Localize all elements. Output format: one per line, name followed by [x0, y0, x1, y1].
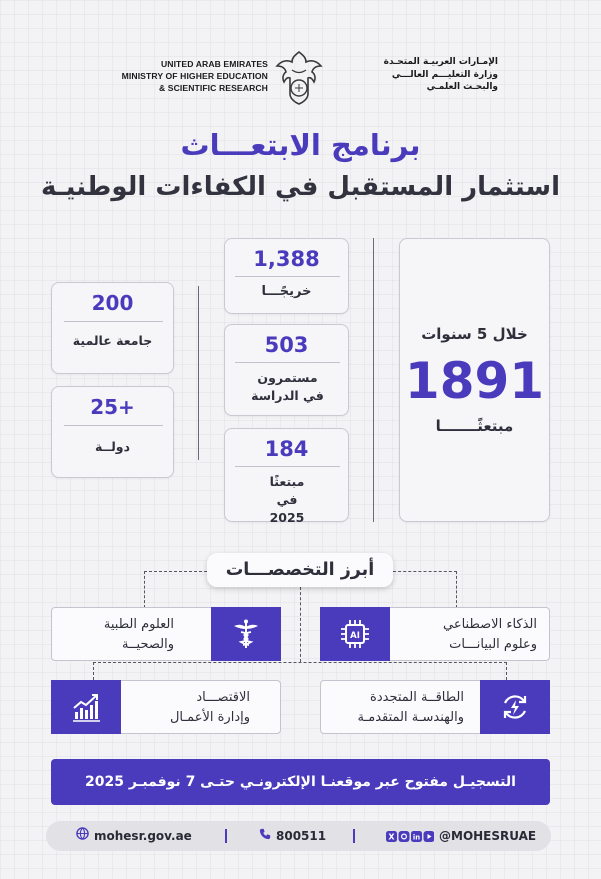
- connector-line: [300, 587, 301, 662]
- svg-text:X: X: [388, 832, 395, 841]
- renewable-energy-icon: [480, 680, 550, 734]
- social-handle[interactable]: [386, 821, 536, 851]
- universities-card: [51, 282, 174, 374]
- en-line-2: MINISTRY OF HIGHER EDUCATION: [121, 71, 268, 81]
- total-scholars-number: 1891: [404, 352, 545, 410]
- website-text: mohesr.gov.ae: [94, 829, 192, 843]
- continuing-students-card: [224, 324, 349, 416]
- scholars-2025-label: مبتعثًا في 2025: [269, 474, 305, 525]
- scholars-2025-number: 184: [264, 437, 309, 461]
- social-handle-text: @MOHESRUAE: [439, 829, 537, 843]
- graduates-number: 1,388: [253, 247, 320, 271]
- universities-label: جامعة عالمية: [72, 333, 153, 348]
- graduates-card: [224, 238, 349, 314]
- social-media-icons: [386, 831, 434, 842]
- card-separator: [235, 276, 340, 277]
- continuing-label: مستمرون في الدراسة: [251, 370, 324, 403]
- specialty-line-1: الطاقــة المتجددة: [370, 690, 464, 705]
- countries-number: 25+: [90, 395, 135, 419]
- uae-emblem-icon: [274, 48, 324, 108]
- en-line-1: UNITED ARAB EMIRATES: [160, 59, 268, 69]
- specialty-line-2: والهندسـة المتقدمـة: [357, 710, 464, 725]
- specialty-medical-health: [51, 607, 281, 661]
- card-separator: [64, 321, 163, 322]
- card-separator: [64, 425, 163, 426]
- connector-line: [393, 571, 457, 608]
- ai-chip-icon: [320, 607, 390, 661]
- caduceus-icon: [211, 607, 281, 661]
- svg-text:in: in: [412, 833, 421, 842]
- specialties-title: أبرز التخصصـــات: [207, 553, 393, 587]
- growth-chart-icon: [51, 680, 121, 734]
- page-title: برنامج الابتعـــاث: [180, 128, 421, 162]
- card-separator: [235, 362, 340, 363]
- phone-contact[interactable]: [259, 821, 326, 851]
- website-link[interactable]: [76, 821, 192, 851]
- specialty-line-2: وإدارة الأعمـال: [169, 710, 250, 725]
- specialty-line-1: العلوم الطبية: [103, 617, 174, 632]
- specialty-line-1: الاقتصـــاد: [196, 690, 250, 705]
- countries-card: [51, 386, 174, 478]
- specialty-ai-data: [320, 607, 550, 661]
- registration-banner: التسجيـل مفتوح عبر موقعنـا الإلكترونـي حتـى 7 نوفمبـر 2025: [51, 759, 550, 805]
- ministry-name-english: [108, 58, 268, 94]
- phone-text: 800511: [276, 829, 327, 843]
- en-line-3: & SCIENTIFIC RESEARCH: [158, 83, 268, 93]
- connector-line: [93, 662, 507, 680]
- specialty-line-1: الذكاء الاصطناعي: [443, 617, 537, 632]
- divider-line: [198, 286, 199, 460]
- ar-line-2: وزارة التعليـــم العالـــي: [391, 69, 498, 80]
- globe-icon: [76, 821, 89, 851]
- scholars-2025-card: [224, 428, 349, 525]
- specialty-line-2: وعلوم البيانـــات: [449, 637, 537, 652]
- card-separator: [235, 466, 340, 467]
- period-label: خلال 5 سنوات: [421, 325, 528, 343]
- scholars-label: مبتعثًـــــــا: [435, 417, 514, 435]
- total-scholars-card: [399, 238, 550, 522]
- footer-divider: [353, 829, 355, 843]
- continuing-number: 503: [264, 333, 309, 357]
- countries-label: دولــة: [94, 439, 130, 454]
- svg-text:AI: AI: [350, 631, 360, 641]
- divider-line: [373, 238, 374, 522]
- specialty-economics-business: [51, 680, 281, 734]
- connector-line: [144, 571, 207, 608]
- graduates-label: خريجًـــا: [261, 284, 312, 299]
- phone-icon: [259, 821, 271, 851]
- page-subtitle: استثمار المستقبل في الكفاءات الوطنيـة: [40, 172, 561, 202]
- specialty-line-2: والصحيــة: [121, 637, 174, 652]
- footer-divider: [225, 829, 227, 843]
- ar-line-1: الإمـارات العربيـة المتحـدة: [383, 57, 498, 67]
- contact-footer: [46, 821, 551, 851]
- universities-number: 200: [91, 291, 134, 315]
- specialty-renewable-energy: [320, 680, 550, 734]
- ministry-name-arabic: [328, 56, 498, 94]
- ar-line-3: والبحـث العلمـي: [426, 82, 498, 92]
